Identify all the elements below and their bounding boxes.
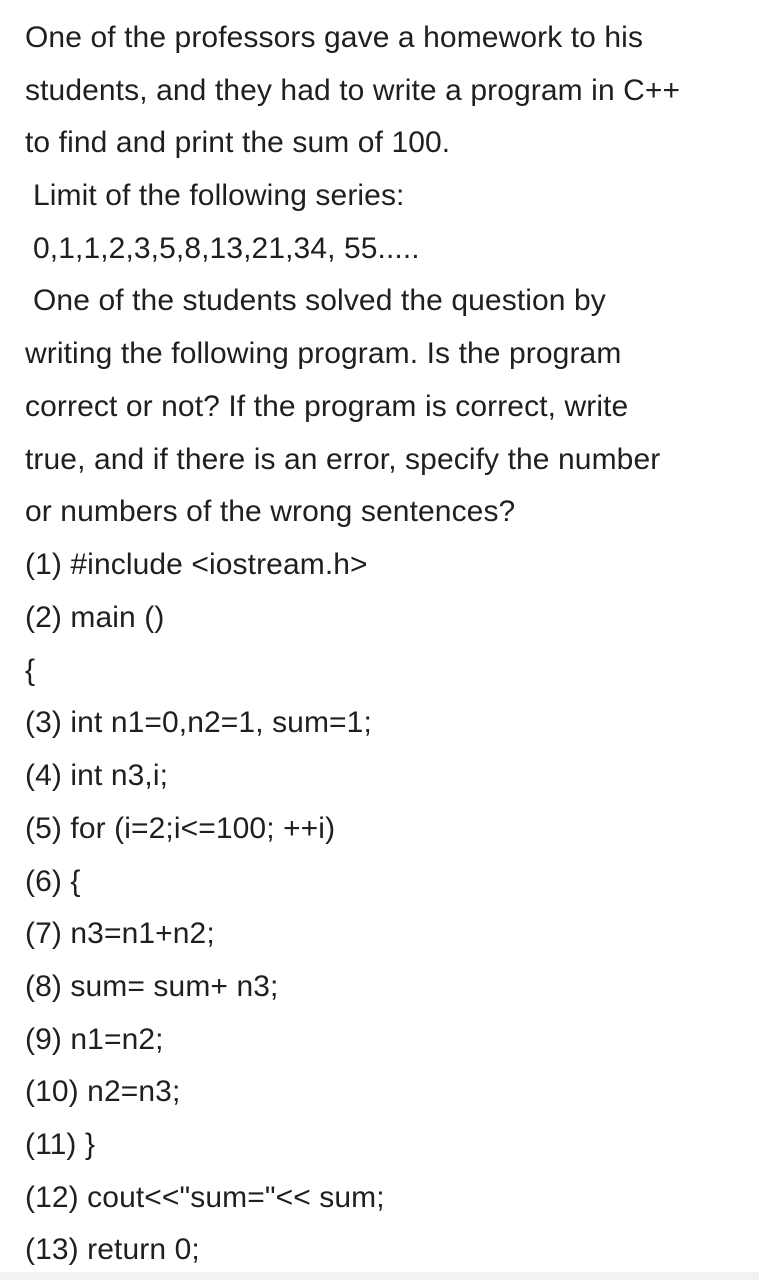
code-line-8: (8) sum= sum+ n3; bbox=[25, 970, 279, 1003]
code-line-10: (10) n2=n3; bbox=[25, 1075, 181, 1108]
code-line-5: (5) for (i=2;i<=100; ++i) bbox=[25, 812, 336, 845]
code-line-11: (11) } bbox=[25, 1128, 96, 1161]
question-line-3: to find and print the sum of 100. bbox=[25, 126, 451, 159]
code-line-1: (1) #include <iostream.h> bbox=[25, 548, 368, 581]
question-line-1: One of the professors gave a homework to his bbox=[25, 21, 644, 54]
question-line-2: students, and they had to write a program in C++ bbox=[25, 74, 681, 107]
bottom-edge-strip bbox=[0, 1272, 759, 1280]
question-line-7: writing the following program. Is the program bbox=[25, 337, 622, 370]
question-line-6: One of the students solved the question by bbox=[33, 284, 606, 317]
question-line-8: correct or not? If the program is correct, write bbox=[25, 390, 629, 423]
code-line-3: (3) int n1=0,n2=1, sum=1; bbox=[25, 706, 372, 739]
code-line-open-brace: { bbox=[25, 654, 36, 687]
question-line-10: or numbers of the wrong sentences? bbox=[25, 495, 516, 528]
question-line-9: true, and if there is an error, specify the number bbox=[25, 443, 661, 476]
code-line-7: (7) n3=n1+n2; bbox=[25, 917, 215, 950]
code-line-13: (13) return 0; bbox=[25, 1233, 200, 1266]
code-line-4: (4) int n3,i; bbox=[25, 759, 169, 792]
series-label: Limit of the following series: bbox=[33, 179, 405, 212]
code-line-9: (9) n1=n2; bbox=[25, 1023, 164, 1056]
code-line-2: (2) main () bbox=[25, 601, 165, 634]
code-line-12: (12) cout<<"sum="<< sum; bbox=[25, 1181, 385, 1214]
series-values: 0,1,1,2,3,5,8,13,21,34, 55..... bbox=[33, 232, 420, 265]
code-line-6: (6) { bbox=[25, 865, 81, 898]
